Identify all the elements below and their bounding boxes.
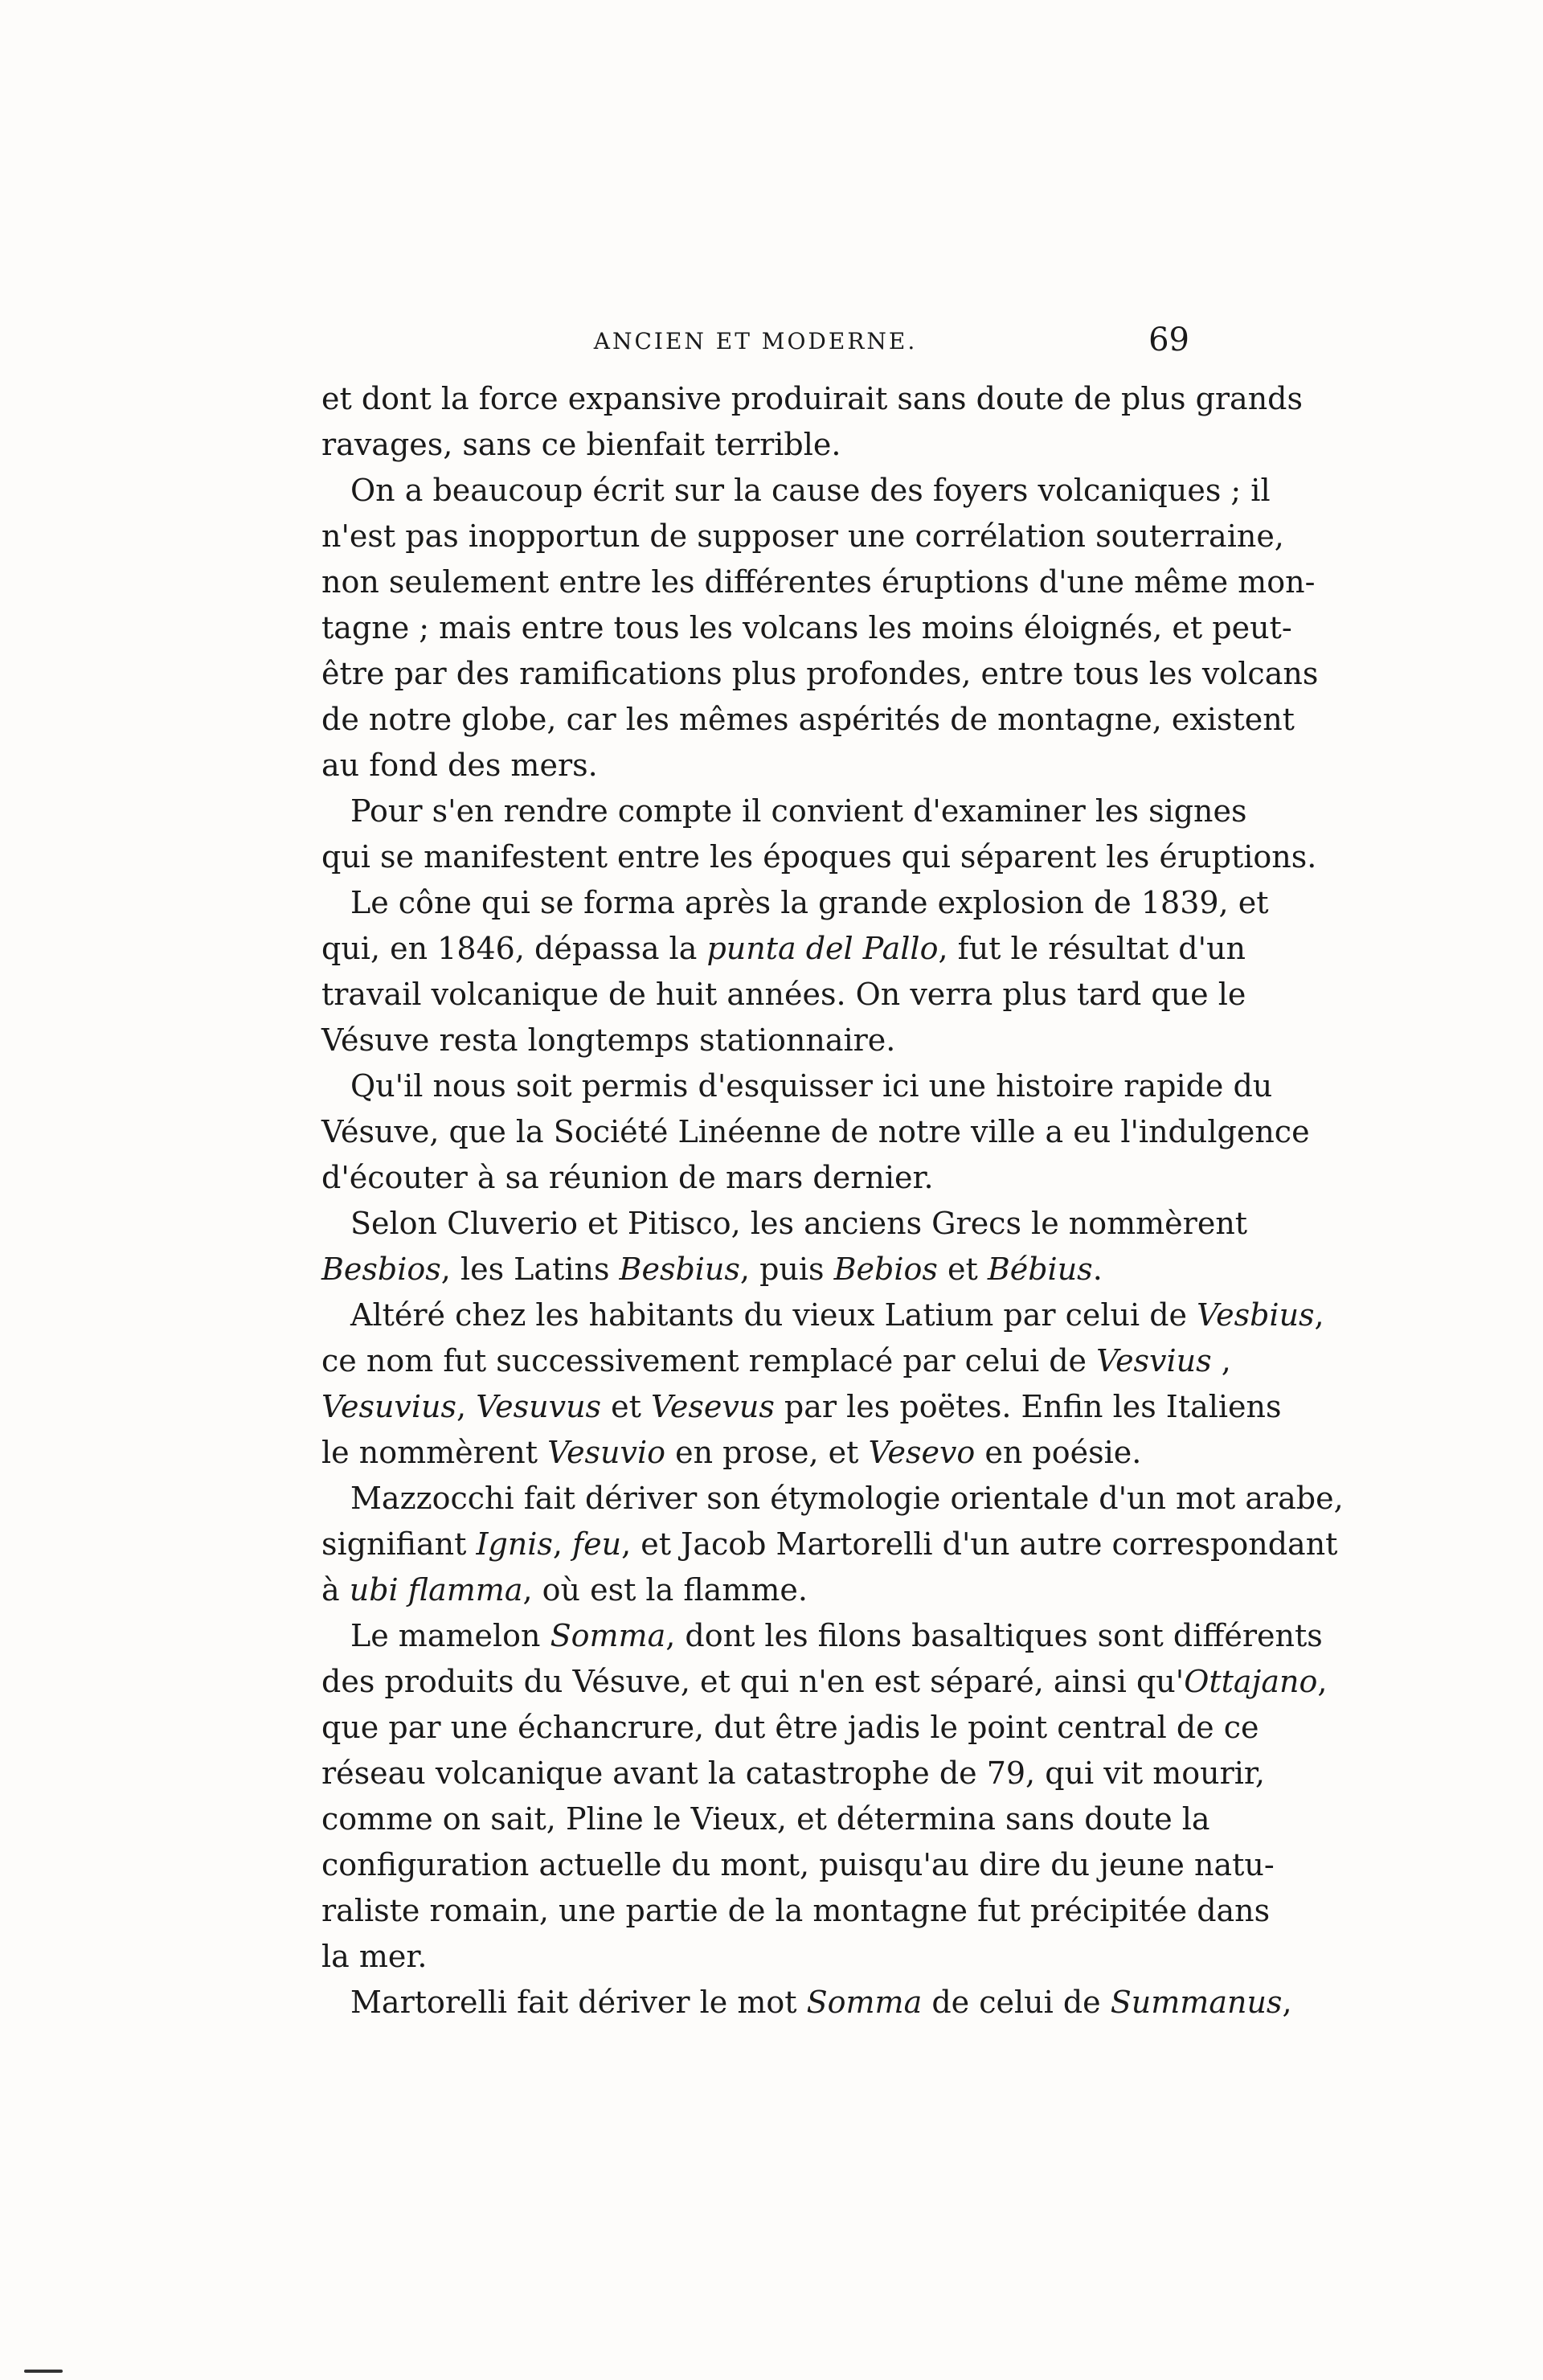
text-segment: raliste romain, une partie de la montagne fut précipitée dans [321,1893,1271,1928]
italic-term: Somma [550,1618,666,1653]
text-segment: tagne ; mais entre tous les volcans les moins éloignés, et peut- [321,610,1292,645]
text-line [321,972,1246,1018]
text-segment: , et Jacob Martorelli d'un autre correspondant [621,1526,1338,1562]
text-segment: qui se manifestent entre les époques qui séparent les éruptions. [321,839,1317,875]
text-segment: ravages, sans ce bienfait terrible. [321,427,841,462]
italic-term: ubi flamma [349,1572,523,1608]
text-segment: non seulement entre les différentes éruptions d'une même mon- [321,564,1316,600]
text-segment: Vésuve, que la Société Linéenne de notre ville a eu l'indulgence [321,1114,1310,1149]
text-segment: le nommèrent [321,1435,548,1470]
text-segment: , [456,1389,477,1424]
text-segment: Selon Cluverio et Pitisco, les anciens Grecs le nommèrent [350,1206,1248,1241]
text-segment: , dont les filons basaltiques sont différents [665,1618,1323,1653]
text-segment: ce nom fut successivement remplacé par celui de [321,1343,1097,1378]
text-line [321,1705,1259,1751]
text-segment: et [601,1389,651,1424]
italic-term: Summanus [1110,1985,1283,2020]
italic-term: Bébius [987,1251,1093,1287]
text-line [321,1934,1189,1980]
italic-term: Vesuvio [547,1435,666,1470]
text-segment: Le mamelon [350,1618,550,1653]
italic-term: Vesevo [868,1435,976,1470]
text-line [321,1292,1324,1338]
text-segment: , [1317,1664,1328,1699]
italic-term: feu [572,1526,622,1562]
text-segment: comme on sait, Pline le Vieux, et détermina sans doute la [321,1801,1210,1837]
text-line [321,1430,1189,1476]
text-segment: , [1211,1343,1231,1378]
text-line [321,1201,1248,1247]
text-line [321,834,1317,880]
italic-term: Ignis [476,1526,553,1562]
text-segment: de celui de [922,1985,1111,2020]
text-line [321,422,1189,468]
text-line [321,1384,1282,1430]
page-number: 69 [1148,322,1189,358]
text-segment: que par une échancrure, dut être jadis le point central de ce [321,1710,1259,1745]
text-line [321,1109,1310,1155]
text-segment: travail volcanique de huit années. On verra plus tard que le [321,977,1246,1012]
text-segment: , [1314,1297,1324,1333]
text-segment: Le cône qui se forma après la grande explosion de 1839, et [350,885,1269,920]
italic-term: Bebios [833,1251,938,1287]
text-segment: au fond des mers. [321,748,598,783]
italic-term: Vesuvus [476,1389,602,1424]
italic-term: Vesevus [650,1389,775,1424]
text-line [321,743,1189,789]
text-segment: à [321,1572,350,1608]
running-title: ANCIEN ET MODERNE. [593,328,918,354]
text-line [321,1018,1189,1063]
text-segment: en prose, et [665,1435,869,1470]
text-segment: , puis [739,1251,834,1287]
text-line [321,514,1284,559]
text-segment: Altéré chez les habitants du vieux Latium par celui de [350,1297,1197,1333]
text-segment: signifiant [321,1526,477,1562]
text-segment: , [1282,1985,1292,2020]
italic-term: punta del Pallo [706,931,939,966]
text-line [321,605,1292,651]
text-segment: la mer. [321,1939,428,1974]
italic-term: Vesvius [1096,1343,1212,1378]
text-line [321,1842,1275,1888]
text-line [321,1522,1338,1567]
text-segment: être par des ramifications plus profondes, entre tous les volcans [321,656,1319,691]
italic-term: Besbius [619,1251,740,1287]
italic-term: Ottajano [1184,1664,1318,1699]
text-segment: , où est la flamme. [522,1572,808,1608]
text-segment: . [1092,1251,1103,1287]
text-line [321,376,1304,422]
text-segment: Vésuve resta longtemps stationnaire. [321,1022,896,1058]
italic-term: Somma [806,1985,923,2020]
text-segment: n'est pas inopportun de supposer une corrélation souterraine, [321,518,1284,554]
text-segment: Martorelli fait dériver le mot [350,1985,807,2020]
text-line [321,1751,1265,1796]
text-line [321,1338,1231,1384]
text-line [321,1155,1189,1201]
text-line [321,880,1269,926]
text-line [321,1063,1273,1109]
italic-term: Besbios [321,1251,441,1287]
page-header [321,322,1189,370]
text-segment: de notre globe, car les mêmes aspérités de montagne, existent [321,702,1295,737]
text-segment: par les poëtes. Enfin les Italiens [774,1389,1282,1424]
text-segment: et [937,1251,988,1287]
text-line [321,697,1295,743]
text-line [321,559,1316,605]
text-segment: qui, en 1846, dépassa la [321,931,707,966]
text-segment: des produits du Vésuve, et qui n'en est séparé, ainsi qu' [321,1664,1185,1699]
text-segment: , [552,1526,573,1562]
text-line [321,651,1319,697]
text-segment: réseau volcanique avant la catastrophe de 79, qui vit mourir, [321,1755,1265,1791]
text-segment: On a beaucoup écrit sur la cause des foyers volcaniques ; il [350,473,1271,508]
text-line [321,1980,1292,2026]
text-line [321,1613,1323,1659]
italic-term: Vesuvius [321,1389,457,1424]
italic-term: Vesbius [1197,1297,1315,1333]
text-segment: en poésie. [975,1435,1142,1470]
text-line [321,1247,1189,1292]
text-segment: Pour s'en rendre compte il convient d'examiner les signes [350,793,1247,829]
text-segment: et dont la force expansive produirait sans doute de plus grands [321,381,1304,416]
text-segment: , les Latins [440,1251,620,1287]
text-line [321,1476,1344,1522]
text-segment: d'écouter à sa réunion de mars dernier. [321,1160,934,1195]
text-line [321,468,1271,514]
text-segment: configuration actuelle du mont, puisqu'au dire du jeune natu- [321,1847,1275,1882]
body-text [321,376,1344,2026]
text-segment: Mazzocchi fait dériver son étymologie orientale d'un mot arabe, [350,1481,1344,1516]
text-segment: , fut le résultat d'un [938,931,1246,966]
text-line [321,789,1247,834]
text-line [321,1888,1271,1934]
text-line [321,926,1246,972]
text-line [321,1796,1210,1842]
text-line [321,1567,1189,1613]
text-line [321,1659,1328,1705]
text-segment: Qu'il nous soit permis d'esquisser ici une histoire rapide du [350,1068,1273,1104]
margin-mark [24,2370,63,2373]
